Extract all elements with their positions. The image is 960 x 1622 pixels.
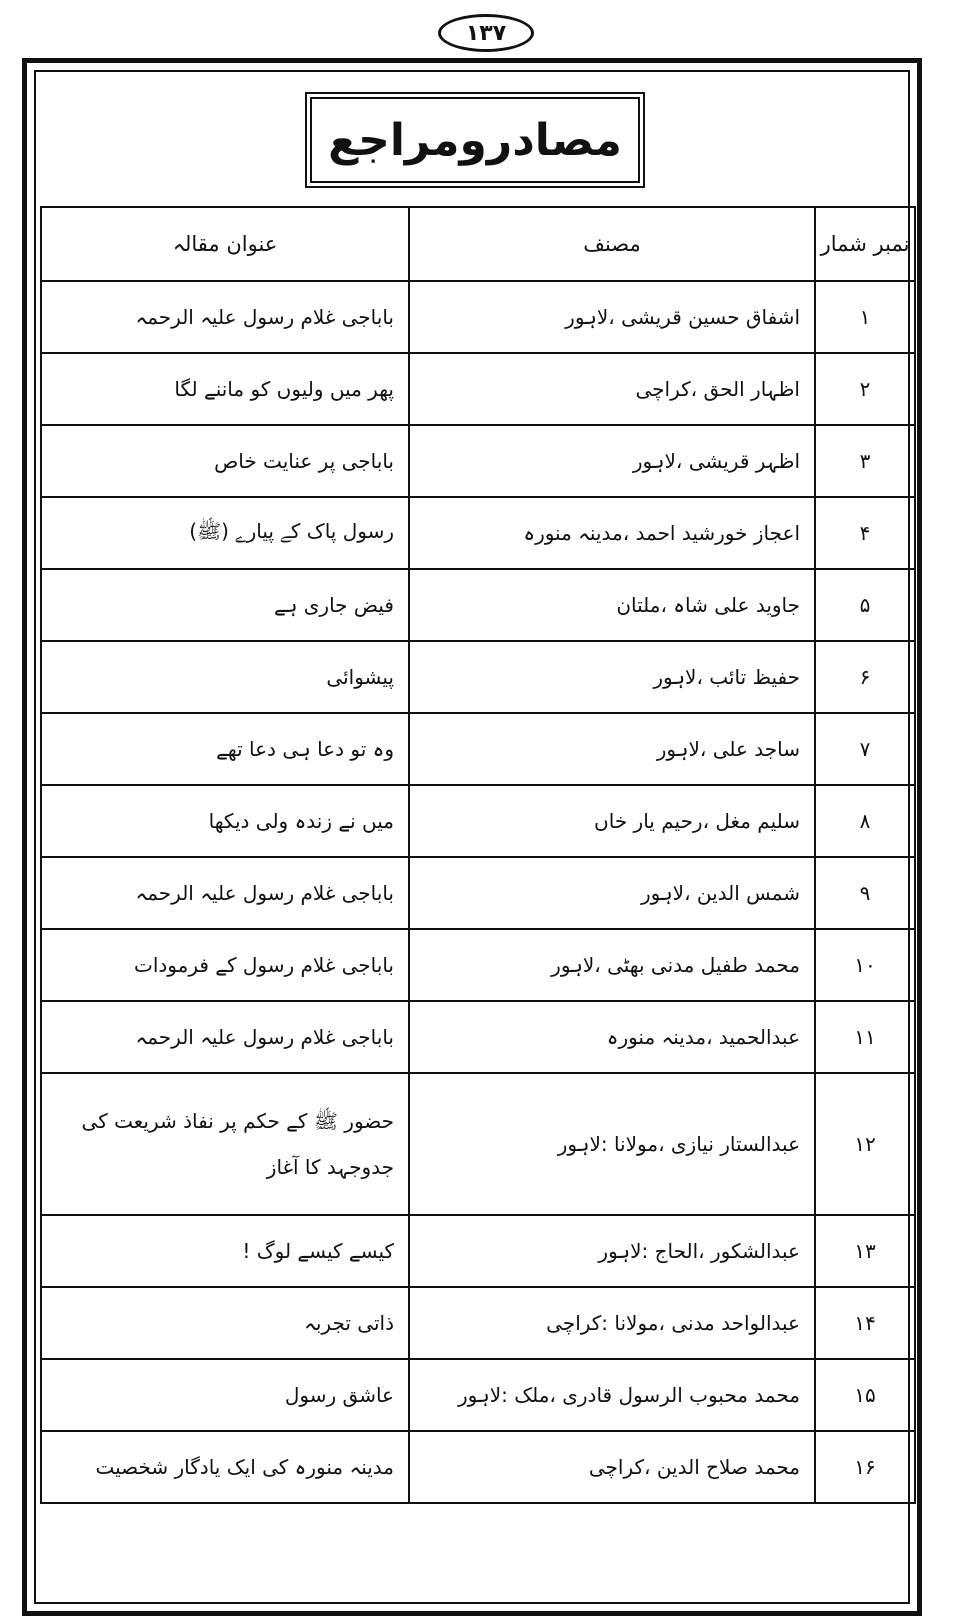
row-title: پیشوائی: [41, 641, 409, 713]
row-author: محمد صلاح الدین ،کراچی: [409, 1431, 815, 1503]
row-number: ۱۲: [815, 1073, 915, 1215]
row-author: جاوید علی شاہ ،ملتان: [409, 569, 815, 641]
references-table: [40, 206, 916, 1504]
row-number: ۱۳: [815, 1215, 915, 1287]
row-title: وہ تو دعا ہی دعا تھے: [41, 713, 409, 785]
row-number: ۱۵: [815, 1359, 915, 1431]
row-title-line: جدوجہد کا آغاز: [266, 1155, 394, 1179]
row-number: ۱: [815, 281, 915, 353]
header-number: نمبر شمار: [815, 207, 915, 281]
table-row: [41, 1359, 915, 1431]
row-number: ۱۴: [815, 1287, 915, 1359]
table-row: [41, 785, 915, 857]
table-row: [41, 1215, 915, 1287]
row-number: ۱۱: [815, 1001, 915, 1073]
table-row: [41, 425, 915, 497]
row-author: عبدالحمید ،مدینہ منورہ: [409, 1001, 815, 1073]
row-author: سلیم مغل ،رحیم یار خاں: [409, 785, 815, 857]
row-author: اعجاز خورشید احمد ،مدینہ منورہ: [409, 497, 815, 569]
row-number: ۷: [815, 713, 915, 785]
row-title: باباجی غلام رسول علیہ الرحمہ: [41, 857, 409, 929]
row-number: ۱۰: [815, 929, 915, 1001]
row-number: ۸: [815, 785, 915, 857]
header-title: عنوان مقالہ: [41, 207, 409, 281]
row-author: عبدالستار نیازی ،مولانا :لاہور: [409, 1073, 815, 1215]
row-title-line: حضور ﷺ کے حکم پر نفاذ شریعت کی: [81, 1109, 394, 1133]
table-row: [41, 1431, 915, 1503]
row-author: ساجد علی ،لاہور: [409, 713, 815, 785]
page-number: ۱۳۷: [438, 14, 534, 52]
table-row: [41, 641, 915, 713]
row-number: ۹: [815, 857, 915, 929]
row-author: محمد طفیل مدنی بھٹی ،لاہور: [409, 929, 815, 1001]
table-row: [41, 929, 915, 1001]
table-row: [41, 497, 915, 569]
row-title: کیسے کیسے لوگ !: [41, 1215, 409, 1287]
table-row: [41, 1073, 915, 1215]
row-title: باباجی غلام رسول علیہ الرحمہ: [41, 1001, 409, 1073]
row-author: عبدالواحد مدنی ،مولانا :کراچی: [409, 1287, 815, 1359]
title-box: [305, 92, 645, 188]
row-author: اظہار الحق ،کراچی: [409, 353, 815, 425]
row-title: میں نے زندہ ولی دیکھا: [41, 785, 409, 857]
table-row: [41, 713, 915, 785]
row-title: ذاتی تجربہ: [41, 1287, 409, 1359]
row-title: پھر میں ولیوں کو ماننے لگا: [41, 353, 409, 425]
row-author: حفیظ تائب ،لاہور: [409, 641, 815, 713]
row-number: ۳: [815, 425, 915, 497]
row-author: عبدالشکور ،الحاج :لاہور: [409, 1215, 815, 1287]
row-title: فیض جاری ہے: [41, 569, 409, 641]
row-author: اشفاق حسین قریشی ،لاہور: [409, 281, 815, 353]
row-title: باباجی غلام رسول کے فرمودات: [41, 929, 409, 1001]
row-title: عاشق رسول: [41, 1359, 409, 1431]
table-row: [41, 1287, 915, 1359]
row-author: اظہر قریشی ،لاہور: [409, 425, 815, 497]
table-row: [41, 353, 915, 425]
row-number: ۴: [815, 497, 915, 569]
row-title: مدینہ منورہ کی ایک یادگار شخصیت: [41, 1431, 409, 1503]
row-title: باباجی پر عنایت خاص: [41, 425, 409, 497]
table-header-row: [41, 207, 915, 281]
row-title: باباجی غلام رسول علیہ الرحمہ: [41, 281, 409, 353]
row-number: ۶: [815, 641, 915, 713]
header-author: مصنف: [409, 207, 815, 281]
row-author: شمس الدین ،لاہور: [409, 857, 815, 929]
table-row: [41, 569, 915, 641]
table-row: [41, 281, 915, 353]
row-title: [41, 1073, 409, 1215]
page-title: مصادرومراجع: [328, 114, 622, 166]
table-row: [41, 857, 915, 929]
row-number: ۱۶: [815, 1431, 915, 1503]
row-author: محمد محبوب الرسول قادری ،ملک :لاہور: [409, 1359, 815, 1431]
row-number: ۵: [815, 569, 915, 641]
table-row: [41, 1001, 915, 1073]
row-title: رسول پاک کے پیارے (ﷺ): [41, 497, 409, 569]
row-number: ۲: [815, 353, 915, 425]
